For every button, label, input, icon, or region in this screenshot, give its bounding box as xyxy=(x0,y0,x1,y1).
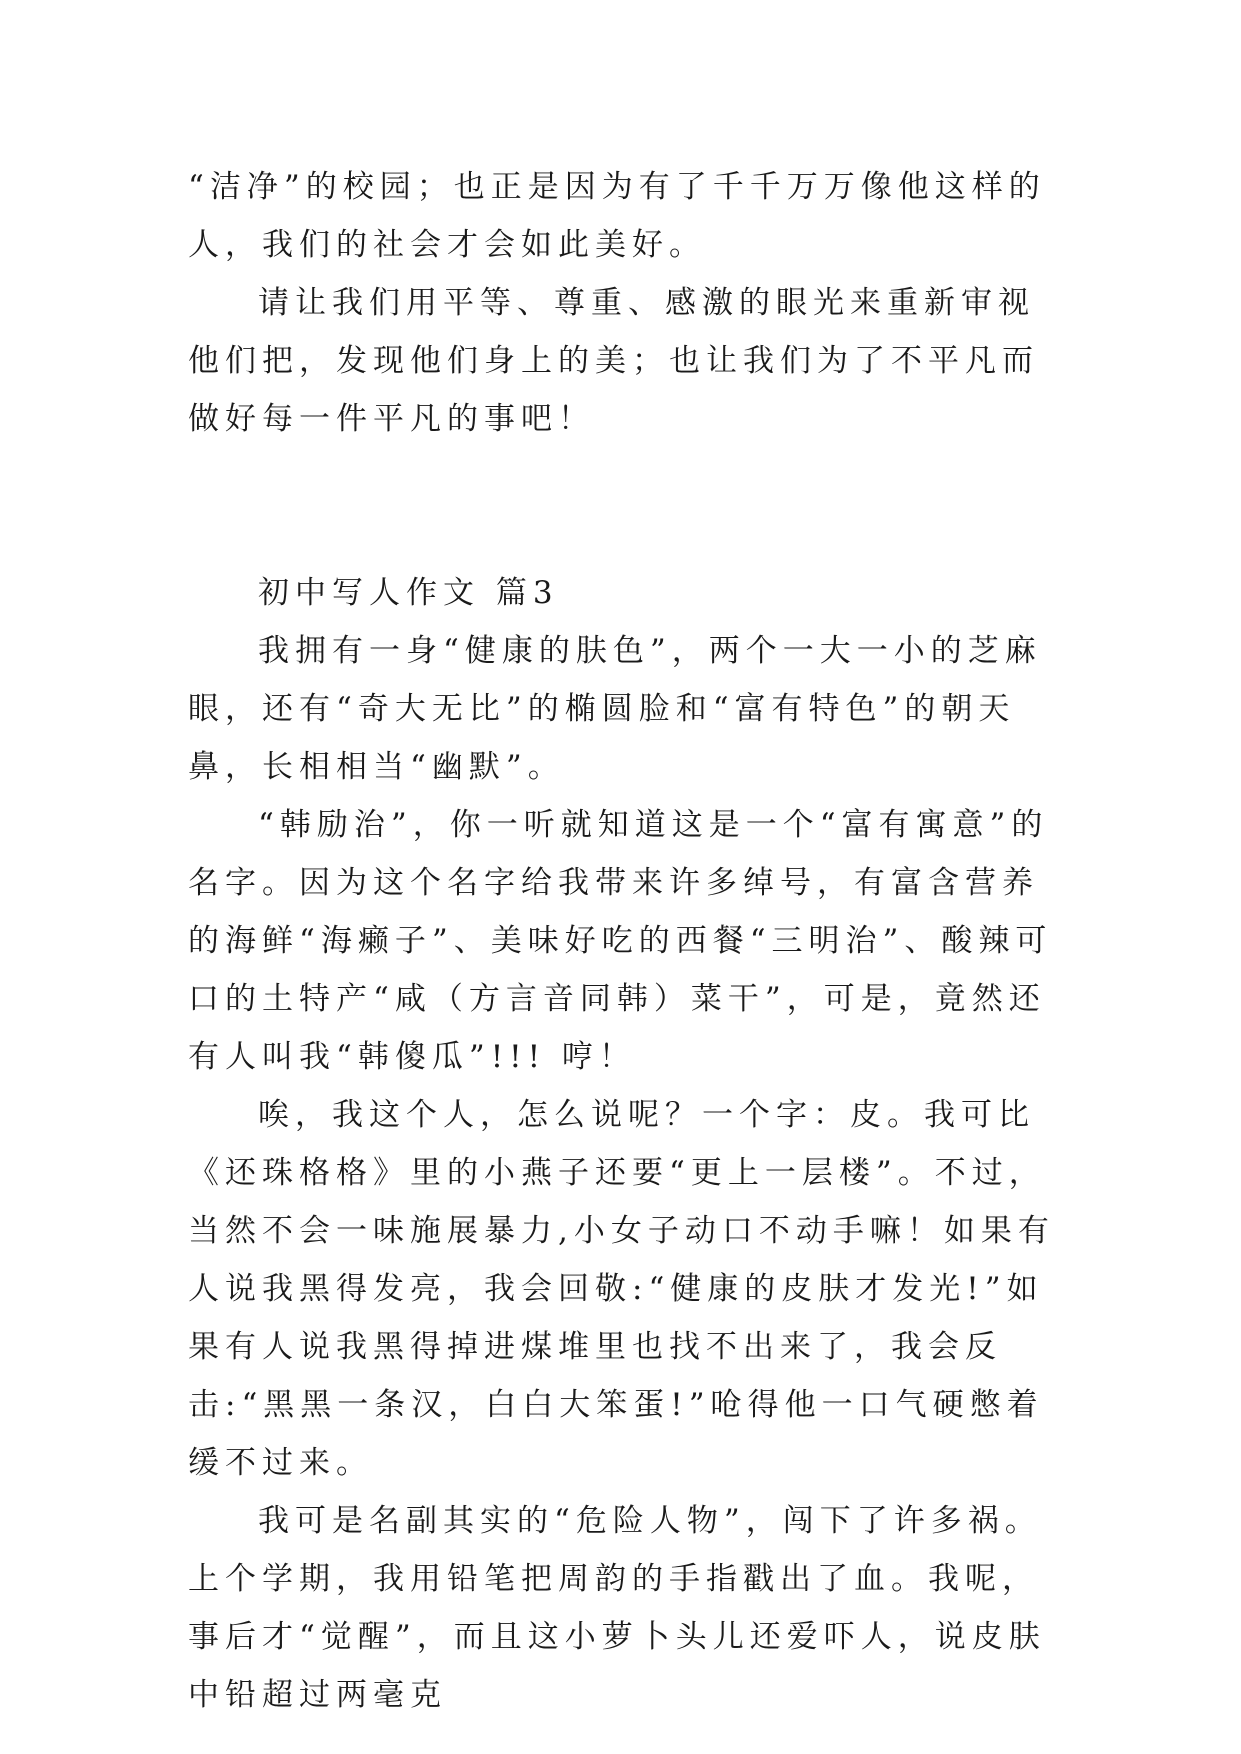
paragraph-personality: 唉，我这个人，怎么说呢？一个字：皮。我可比《还珠格格》里的小燕子还要“更上一层楼”。不过，当然不会一味施展暴力,小女子动口不动手嘛！如果有人说我黑得发亮，我会回敬:“健康的皮肤才发光!”如果有人说我黑得掉进煤堆里也找不出来了，我会反击:“黑黑一条汉，白白大笨蛋!”呛得他一口气硬憋着缓不过来。 xyxy=(188,1097,1055,1481)
paragraph-name: “韩励治”，你一听就知道这是一个“富有寓意”的名字。因为这个名字给我带来许多绰号，有富含营养的海鲜“海癞子”、美味好吃的西餐“三明治”、酸辣可口的土特产“咸（方言音同韩）菜干”，可是，竟然还有人叫我“韩傻瓜”!!! 哼！ xyxy=(188,807,1053,1075)
section-title: 初中写人作文 篇3 xyxy=(258,575,559,611)
document-body xyxy=(188,158,1058,1724)
section-gap xyxy=(188,448,1058,564)
paragraph-closing: 请让我们用平等、尊重、感激的眼光来重新审视他们把，发现他们身上的美；也让我们为了不平凡而做好每一件平凡的事吧！ xyxy=(188,285,1039,437)
paragraph-appearance: 我拥有一身“健康的肤色”，两个一大一小的芝麻眼，还有“奇大无比”的椭圆脸和“富有特色”的朝天鼻，长相相当“幽默”。 xyxy=(188,633,1042,785)
paragraph-danger: 我可是名副其实的“危险人物”，闯下了许多祸。上个学期，我用铅笔把周韵的手指戳出了血。我呢，事后才“觉醒”，而且这小萝卜头儿还爱吓人，说皮肤中铅超过两毫克 xyxy=(188,1503,1046,1713)
paragraph-continued: “洁净”的校园；也正是因为有了千千万万像他这样的人，我们的社会才会如此美好。 xyxy=(188,169,1046,263)
